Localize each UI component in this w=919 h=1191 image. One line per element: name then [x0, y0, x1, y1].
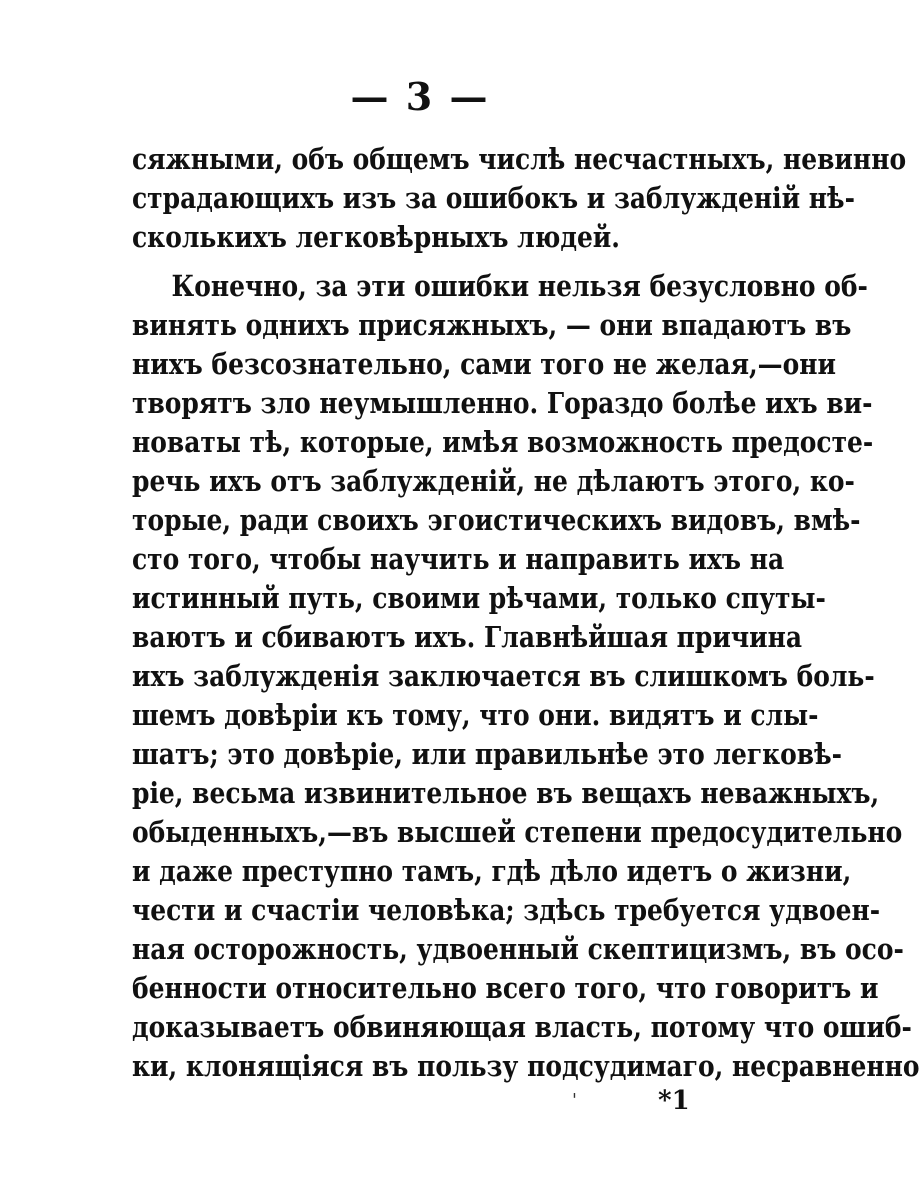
- text-line: сто того, чтобы научить и направить ихъ на: [132, 542, 785, 576]
- text-line: винять однихъ присяжныхъ, — они впадаютъ въ: [132, 308, 852, 342]
- text-line: ки, клонящіяся въ пользу подсудимаго, несравненно: [132, 1049, 919, 1083]
- text-line: Конечно, за эти ошибки нельзя безусловно об-: [171, 269, 868, 303]
- text-line: сколькихъ легковѣрныхъ людей.: [132, 220, 620, 254]
- signature-mark: *1: [658, 1086, 690, 1116]
- text-line: чести и счастіи человѣка; здѣсь требуется удвоен-: [132, 893, 881, 927]
- text-line: доказываетъ обвиняющая власть, потому что ошиб-: [132, 1010, 912, 1044]
- text-line: ихъ заблужденія заключается въ слишкомъ боль-: [132, 659, 875, 693]
- text-line: обыденныхъ,—въ высшей степени предосудительно: [132, 815, 903, 849]
- paragraph-2: [132, 267, 919, 1086]
- paragraph-gap: [132, 257, 752, 267]
- body-text: [132, 140, 919, 1086]
- page-number: — 3 —: [350, 74, 490, 119]
- text-line: шемъ довѣріи къ тому, что они. видятъ и слы-: [132, 698, 819, 732]
- text-line: торые, ради своихъ эгоистическихъ видовъ, вмѣ-: [132, 503, 861, 537]
- text-line: истинный путь, своими рѣчами, только спуты-: [132, 581, 826, 615]
- text-line: ная осторожность, удвоенный скептицизмъ, въ осо-: [132, 932, 904, 966]
- text-line: бенности относительно всего того, что говоритъ и: [132, 971, 879, 1005]
- text-line: новаты тѣ, которые, имѣя возможность предосте-: [132, 425, 874, 459]
- ink-speck: ': [572, 1090, 577, 1111]
- text-line: страдающихъ изъ за ошибокъ и заблужденій нѣ-: [132, 181, 855, 215]
- text-line: нихъ безсознательно, сами того не желая,—они: [132, 347, 837, 381]
- text-line: речь ихъ отъ заблужденій, не дѣлаютъ этого, ко-: [132, 464, 855, 498]
- text-line: творятъ зло неумышленно. Гораздо болѣе ихъ ви-: [132, 386, 873, 420]
- text-line: ріе, весьма извинительное въ вещахъ неважныхъ,: [132, 776, 880, 810]
- text-line: и даже преступно тамъ, гдѣ дѣло идетъ о жизни,: [132, 854, 852, 888]
- text-line: ваютъ и сбиваютъ ихъ. Главнѣйшая причина: [132, 620, 803, 654]
- paragraph-1: [132, 140, 907, 257]
- text-line: шатъ; это довѣріе, или правильнѣе это легковѣ-: [132, 737, 843, 771]
- text-line: сяжными, объ общемъ числѣ несчастныхъ, невинно: [132, 142, 907, 176]
